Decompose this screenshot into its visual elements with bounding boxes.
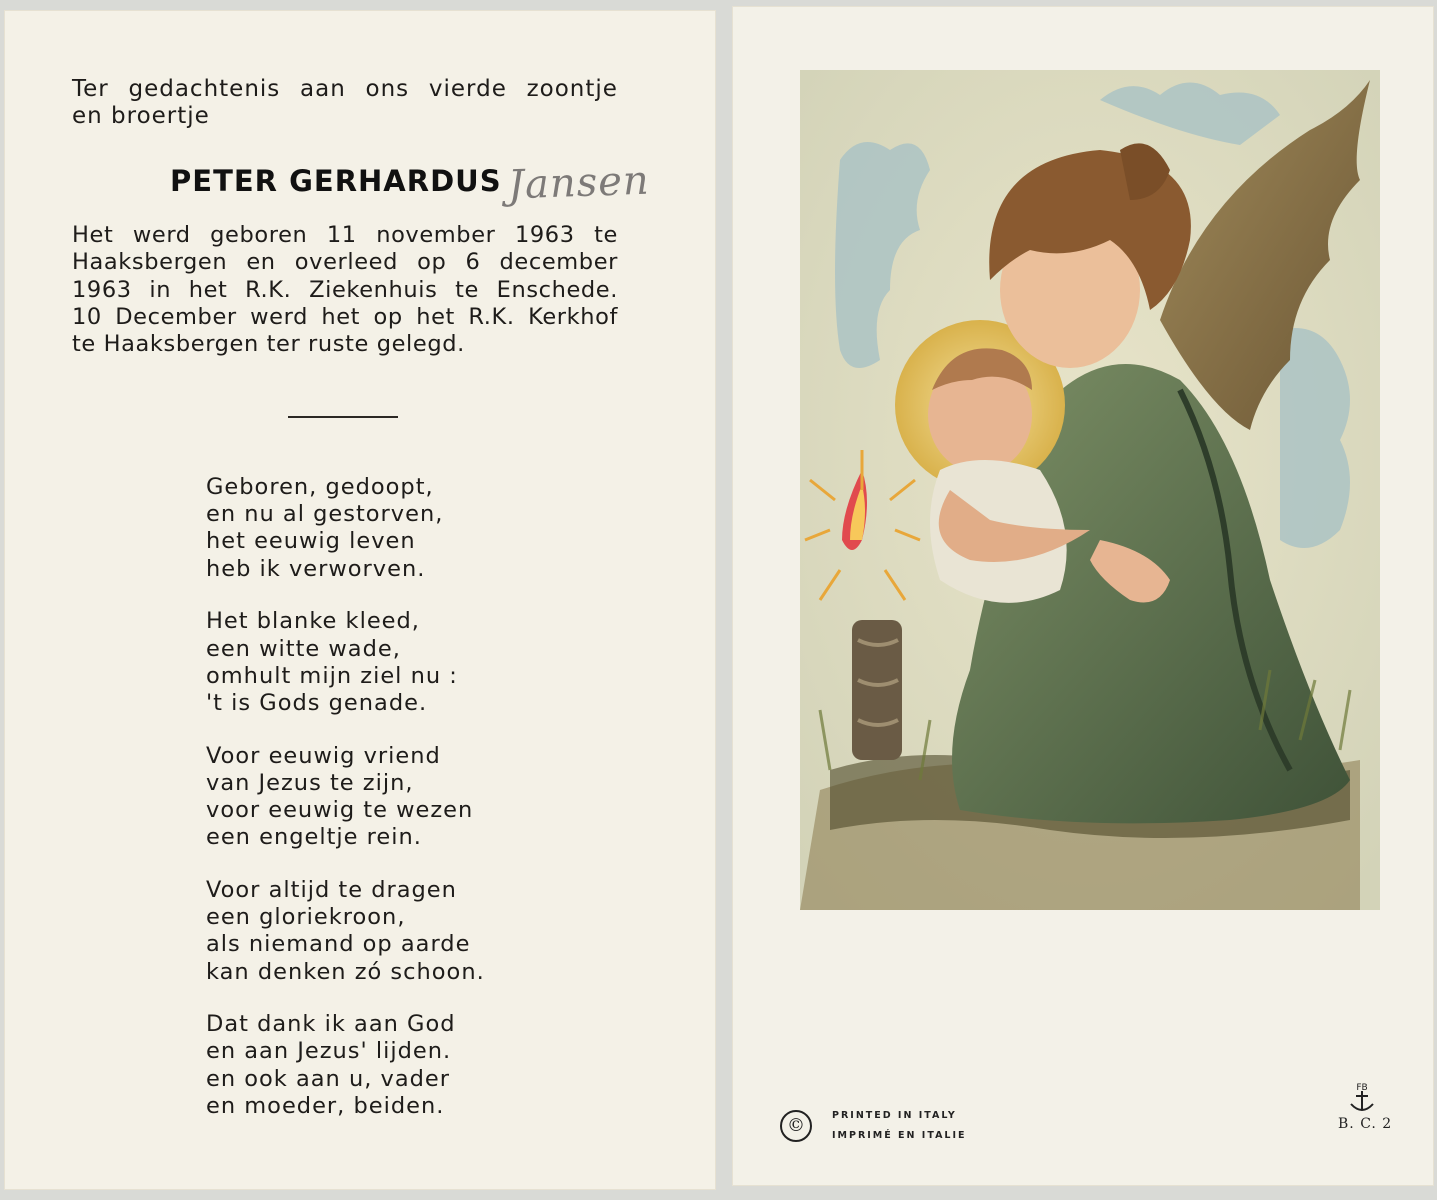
poem-line: Dat dank ik aan God (206, 1011, 456, 1038)
poem-line: omhult mijn ziel nu : (206, 662, 458, 689)
copyright-symbol: © (780, 1110, 812, 1142)
poem-stanza (206, 608, 546, 717)
poem-line: Voor eeuwig vriend (206, 742, 441, 769)
intro-word: gedachtenis (128, 76, 281, 102)
intro-line-2: en broertje (72, 103, 210, 129)
poem-line: en nu al gestorven, (206, 501, 444, 528)
details-line: te Haaksbergen ter ruste gelegd. (72, 331, 465, 358)
poem-line: van Jezus te zijn, (206, 769, 414, 796)
divider-line (288, 416, 398, 418)
poem-line: kan denken zó schoon. (206, 958, 485, 985)
printed-line: PRINTED IN ITALY (832, 1110, 957, 1121)
poem-line: Voor altijd te dragen (206, 876, 457, 903)
angel-illustration (800, 70, 1380, 910)
intro-word: zoontje (526, 76, 618, 102)
poem-line: en aan Jezus' lijden. (206, 1038, 452, 1065)
publisher-mark: FB (1356, 1083, 1368, 1093)
details-line: Het werd geboren 11 november 1963 te (72, 222, 618, 248)
intro-word: aan (300, 76, 346, 102)
intro-word: Ter (72, 76, 109, 102)
poem-stanza (206, 474, 546, 583)
poem-line: en ook aan u, vader (206, 1065, 450, 1092)
poem-line: voor eeuwig te wezen (206, 797, 474, 824)
details-line: Haaksbergen en overleed op 6 december (72, 249, 618, 276)
poem-line: Het blanke kleed, (206, 608, 420, 635)
deceased-name: PETER GERHARDUS (170, 164, 502, 198)
poem (206, 474, 546, 1146)
poem-line: een witte wade, (206, 635, 401, 662)
poem-line: en moeder, beiden. (206, 1092, 445, 1119)
poem-stanza (206, 877, 546, 986)
poem-line: Geboren, gedoopt, (206, 474, 434, 500)
birth-death-details (72, 222, 618, 358)
poem-line: een engeltje rein. (206, 824, 422, 851)
poem-line: het eeuwig leven (206, 528, 416, 555)
poem-line: als niemand op aarde (206, 931, 471, 958)
angel-illustration-art (800, 70, 1380, 910)
details-line: 10 December werd het op het R.K. Kerkhof (72, 303, 618, 330)
intro-word: vierde (428, 76, 507, 102)
publisher-anchor-icon (1346, 1080, 1378, 1116)
poem-line: een gloriekroon, (206, 904, 406, 931)
poem-line: heb ik verworven. (206, 555, 426, 582)
poem-stanza (206, 1011, 546, 1120)
intro-line-1 (72, 76, 618, 103)
intro-word: ons (365, 76, 410, 102)
printed-line: IMPRIMÉ EN ITALIE (832, 1130, 967, 1141)
intro-text (72, 76, 618, 130)
poem-line: 't is Gods genade. (206, 689, 428, 716)
printed-in-italy (832, 1106, 967, 1146)
name-row (170, 148, 650, 209)
card-code: B. C. 2 (1338, 1116, 1393, 1132)
poem-stanza (206, 743, 546, 852)
handwritten-surname: Jansen (506, 157, 650, 209)
details-line: 1963 in het R.K. Ziekenhuis te Enschede. (72, 276, 618, 303)
